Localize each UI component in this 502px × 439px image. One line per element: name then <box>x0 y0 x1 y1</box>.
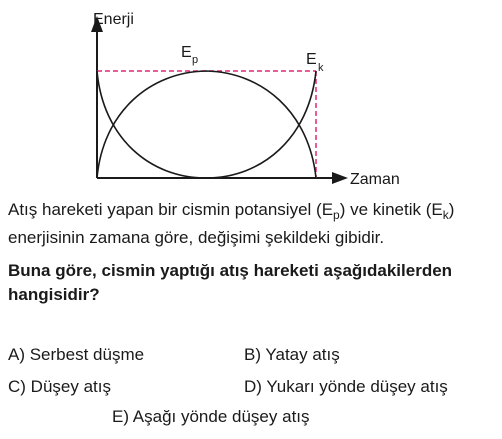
x-axis-label: Zaman <box>350 171 400 188</box>
y-axis-label: Enerji <box>93 11 134 28</box>
stem-text-3: ) enerjisinin zamana göre, değişimi şekildeki gibidir. <box>8 200 455 247</box>
stem-text-2: ) ve kinetik (E <box>339 200 443 219</box>
stem-subscript-p: p <box>333 208 340 222</box>
option-e[interactable]: E) Aşağı yönde düşey atış <box>112 407 310 426</box>
x-axis-arrow <box>332 172 348 184</box>
ep-label: E <box>181 44 192 61</box>
potential-energy-curve <box>97 71 316 178</box>
kinetic-energy-curve <box>97 71 316 178</box>
question-stem <box>8 196 500 252</box>
option-d[interactable]: D) Yukarı yönde düşey atış <box>244 377 448 396</box>
option-a[interactable]: A) Serbest düşme <box>8 345 145 364</box>
option-b[interactable]: B) Yatay atış <box>244 345 340 364</box>
ep-subscript: p <box>192 54 199 66</box>
ek-subscript: k <box>318 62 324 74</box>
stem-text-1: Atış hareketi yapan bir cismin potansiyel (E <box>8 200 334 219</box>
ek-label: E <box>306 51 317 68</box>
stem-subscript-k: k <box>442 208 449 222</box>
option-c[interactable]: C) Düşey atış <box>8 377 111 396</box>
energy-time-graph <box>0 0 502 195</box>
question-prompt: Buna göre, cismin yaptığı atış hareketi aşağıdakilerden hangisidir? <box>8 261 453 304</box>
